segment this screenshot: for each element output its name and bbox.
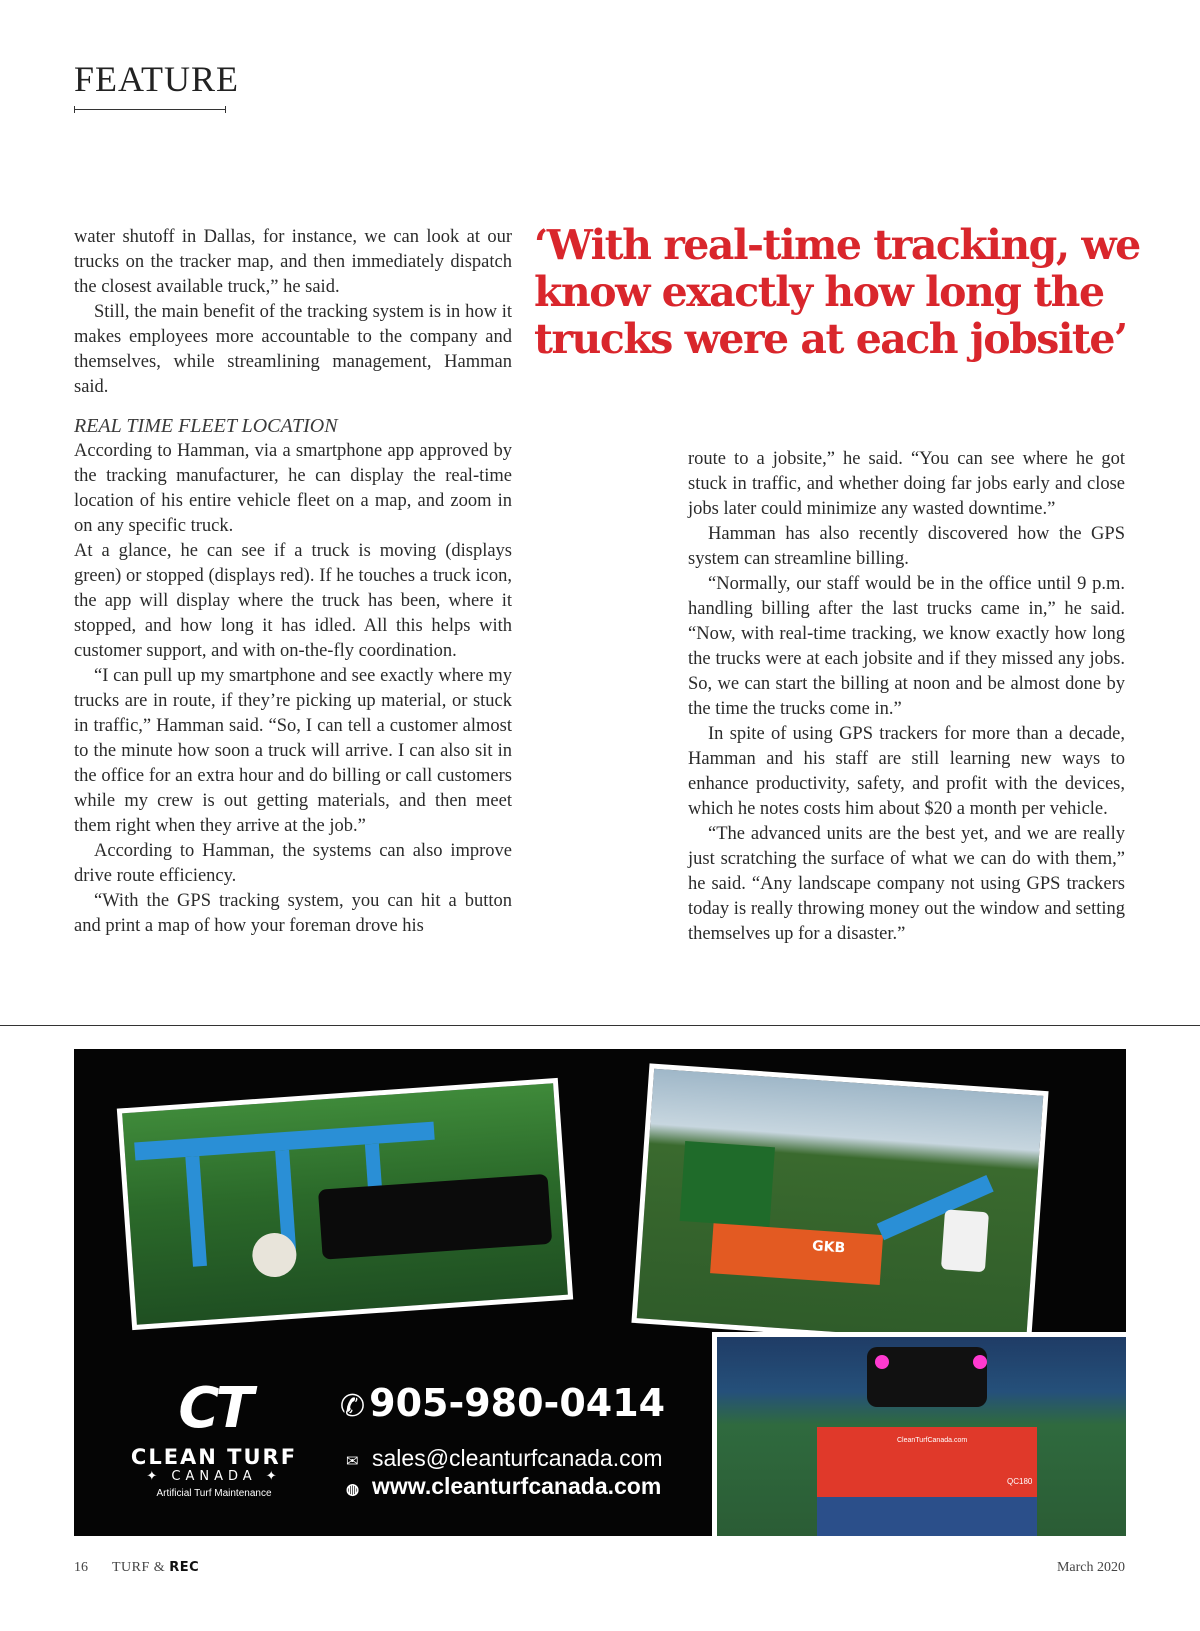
email-address: sales@cleanturfcanada.com [372, 1445, 663, 1471]
ad-phone[interactable] [340, 1381, 665, 1425]
advertisement[interactable] [74, 1049, 1126, 1536]
pull-quote: ‘With real-time tracking, we know exactly how long the trucks were at each jobsite’ [534, 221, 1140, 363]
paragraph: According to Hamman, via a smartphone app approved by the tracking manufacturer, he can display the real-time location of his entire vehicle fleet on a map, and zoom in on any specific truck. [74, 441, 512, 536]
ad-photo-tractor [631, 1063, 1048, 1350]
paragraph: Still, the main benefit of the tracking system is in how it makes employees more accountable to the company and themselves, while streamlining management, Hamman said. [74, 302, 512, 397]
subheading: REAL TIME FLEET LOCATION [74, 415, 338, 437]
right-column [688, 447, 1125, 947]
paragraph: In spite of using GPS trackers for more than a decade, Hamman and his staff are still learning new ways to enhance productivity, safety, and profit with the devices, which he notes costs him about $20 a month per vehicle. [688, 724, 1125, 819]
envelope-icon: ✉ [346, 1453, 359, 1470]
globe-icon: ◍ [346, 1481, 360, 1498]
ad-email[interactable] [346, 1445, 663, 1472]
logo-company: CLEAN TURF [130, 1445, 298, 1469]
footer-magazine [112, 1560, 199, 1576]
ad-photo-cleaner [712, 1332, 1126, 1536]
paragraph: “I can pull up my smartphone and see exactly where my trucks are in route, if they’re picking up material, or stuck in traffic,” Hamman said. “So, I can tell a customer almost to the minute how soon a truck will arrive. I can also sit in the office for an extra hour and do billing or call customers while my crew is out getting materials, and then meet them right when they arrive at the job.” [74, 666, 512, 836]
clean-turf-logo [94, 1376, 334, 1509]
logo-country: ✦ CANADA ✦ [146, 1469, 282, 1484]
footer-page-number: 16 [74, 1560, 88, 1575]
magazine-prefix: TURF & [112, 1560, 170, 1575]
logo-mark: CT [178, 1376, 250, 1441]
paragraph: “The advanced units are the best yet, and we are really just scratching the surface of what we can do with them,” he said. “Any landscape company not using GPS trackers today is really throwing money out the window and setting themselves up for a disaster.” [688, 824, 1125, 944]
website-url: www.cleanturfcanada.com [372, 1473, 662, 1499]
ad-photo-groomer [117, 1078, 573, 1330]
magazine-bold: REC [169, 1560, 200, 1575]
machine-label: CleanTurfCanada.com [897, 1437, 968, 1444]
paragraph: Hamman has also recently discovered how the GPS system can streamline billing. [688, 524, 1125, 569]
section-label: FEATURE [74, 59, 240, 99]
section-rule [74, 109, 226, 110]
paragraph: According to Hamman, the systems can also improve drive route efficiency. [74, 841, 512, 886]
machine-model: QC180 [1007, 1477, 1033, 1486]
left-column [74, 225, 512, 939]
page-divider [0, 1025, 1200, 1026]
paragraph: route to a jobsite,” he said. “You can see where he got stuck in traffic, and whether doing far jobs early and close jobs later could minimize any wasted downtime.” [688, 449, 1125, 519]
logo-tagline: Artificial Turf Maintenance [156, 1488, 272, 1499]
paragraph: “With the GPS tracking system, you can hit a button and print a map of how your foreman drove his [74, 891, 512, 936]
paragraph: At a glance, he can see if a truck is moving (displays green) or stopped (displays red). If he touches a truck icon, the app will display where the truck has been, where it stopped, and how long it has idled. All this helps with customer support, and with on-the-fly coordination. [74, 541, 512, 661]
footer-date: March 2020 [1056, 1560, 1125, 1575]
paragraph: water shutoff in Dallas, for instance, we can look at our trucks on the tracker map, and then immediately dispatch the closest available truck,” he said. [74, 227, 512, 297]
machine-brand-label: GKB [811, 1238, 846, 1257]
paragraph: “Normally, our staff would be in the office until 9 p.m. handling billing after the last trucks came in,” he said. “Now, with real-time tracking, we know exactly how long the trucks were at each jobsite and if they missed any jobs. So, we can start the billing at noon and be almost done by the time the trucks come in.” [688, 574, 1125, 719]
phone-icon: ✆ [340, 1389, 366, 1424]
phone-number: 905-980-0414 [369, 1381, 666, 1425]
ad-website[interactable] [346, 1473, 661, 1500]
